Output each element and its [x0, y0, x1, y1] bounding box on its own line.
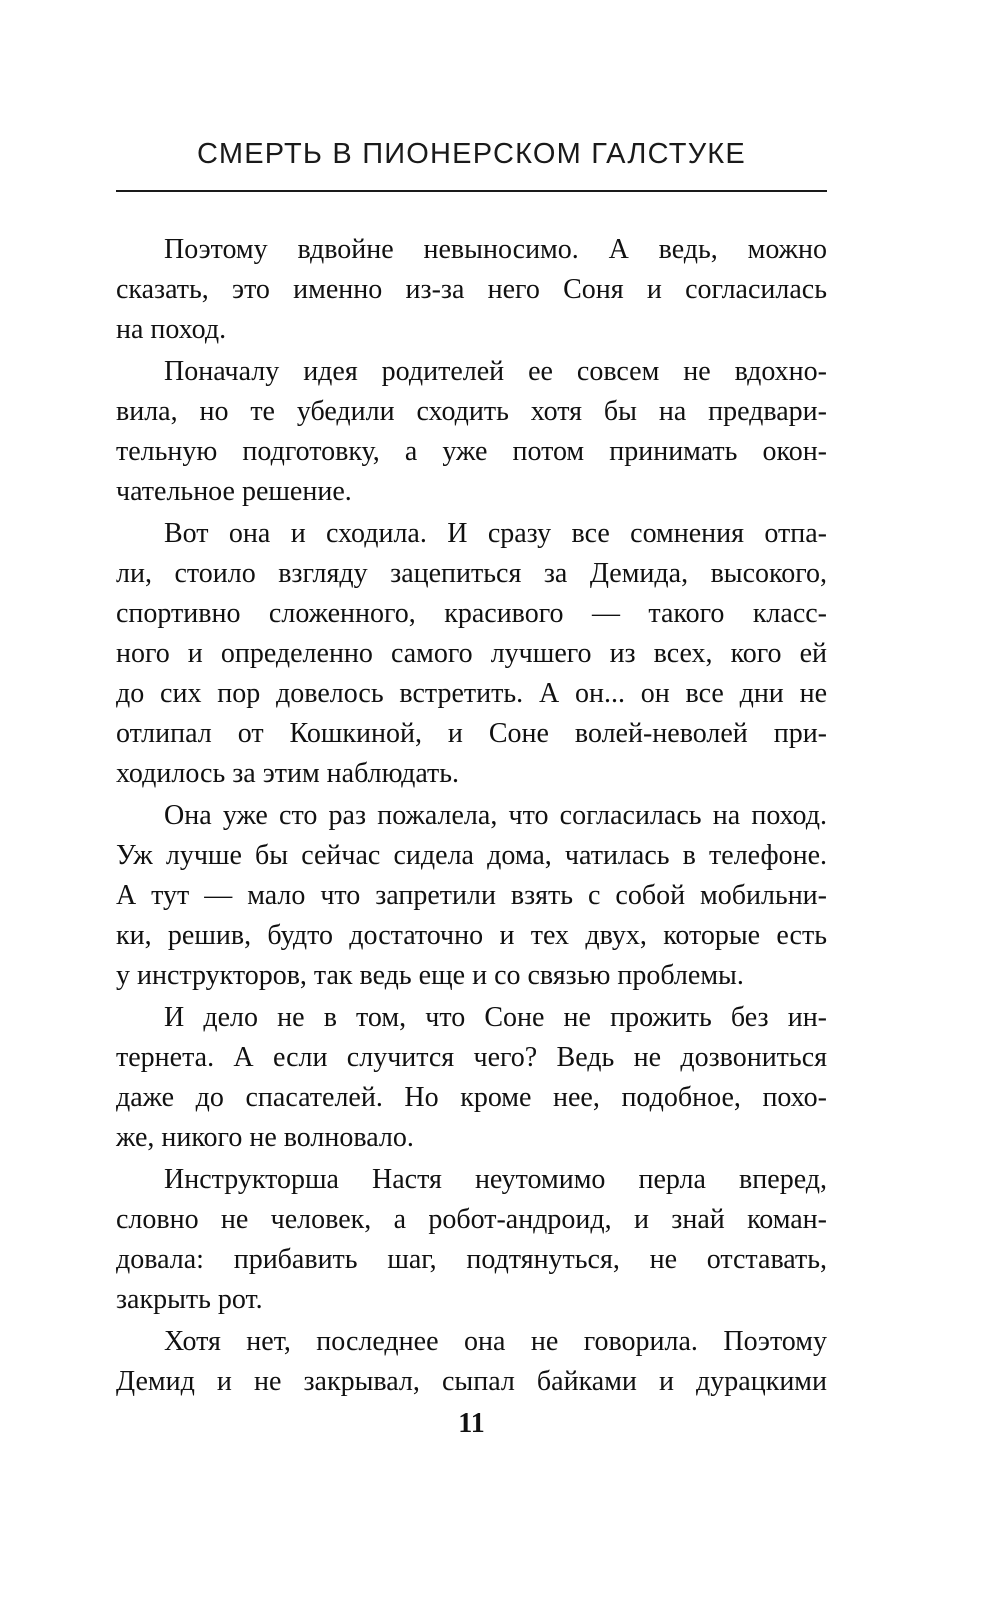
text-line: до сих пор довелось встретить. А он... он все дни не [116, 678, 827, 709]
text-line: ходилось за этим наблюдать. [116, 758, 460, 789]
text-line: чательное решение. [116, 476, 352, 507]
text-line: Вот она и сходила. И сразу все сомнения отпа- [164, 518, 827, 549]
text-line: на поход. [116, 314, 227, 345]
text-line: отлипал от Кошкиной, и Соне волей-неволей при- [116, 718, 827, 749]
text-line: у инструкторов, так ведь еще и со связью проблемы. [116, 960, 744, 991]
paragraph [116, 352, 827, 512]
text-line: Поэтому вдвойне невыносимо. А ведь, можно [164, 234, 827, 265]
text-line: же, никого не волновало. [116, 1122, 414, 1153]
body-text [116, 230, 827, 1402]
header-rule [116, 190, 827, 192]
paragraph [116, 998, 827, 1158]
paragraph [116, 796, 827, 996]
text-line: Инструкторша Настя неутомимо перла вперед, [164, 1164, 827, 1195]
text-line: Она уже сто раз пожалела, что согласилась на поход. [164, 800, 827, 831]
text-line: А тут — мало что запретили взять с собой мобильни- [116, 880, 827, 911]
text-line: довала: прибавить шаг, подтянуться, не отставать, [116, 1244, 827, 1275]
text-line: словно не человек, а робот-андроид, и знай коман- [116, 1204, 827, 1235]
paragraph [116, 514, 827, 794]
text-line: тернета. А если случится чего? Ведь не дозвониться [116, 1042, 827, 1073]
paragraph [116, 230, 827, 350]
text-line: Поначалу идея родителей ее совсем не вдохно- [164, 356, 827, 387]
text-line: сказать, это именно из-за него Соня и согласилась [116, 274, 827, 305]
text-line: вила, но те убедили сходить хотя бы на предвари- [116, 396, 827, 427]
running-title: СМЕРТЬ В ПИОНЕРСКОМ ГАЛСТУКЕ [197, 138, 746, 170]
page-number: 11 [458, 1408, 485, 1439]
text-line: ного и определенно самого лучшего из всех, кого ей [116, 638, 827, 669]
text-line: даже до спасателей. Но кроме нее, подобное, похо- [116, 1082, 827, 1113]
text-line: Уж лучше бы сейчас сидела дома, чатилась в телефоне. [116, 840, 827, 871]
text-line: тельную подготовку, а уже потом принимать окон- [116, 436, 827, 467]
text-line: Хотя нет, последнее она не говорила. Поэтому [164, 1326, 827, 1357]
paragraph [116, 1322, 827, 1402]
paragraph [116, 1160, 827, 1320]
text-line: И дело не в том, что Соне не прожить без ин- [164, 1002, 827, 1033]
text-line: ки, решив, будто достаточно и тех двух, которые есть [116, 920, 827, 951]
text-line: ли, стоило взгляду зацепиться за Демида, высокого, [116, 558, 827, 589]
text-line: Демид и не закрывал, сыпал байками и дурацкими [116, 1366, 827, 1397]
text-line: закрыть рот. [116, 1284, 263, 1315]
text-line: спортивно сложенного, красивого — такого класс- [116, 598, 827, 629]
